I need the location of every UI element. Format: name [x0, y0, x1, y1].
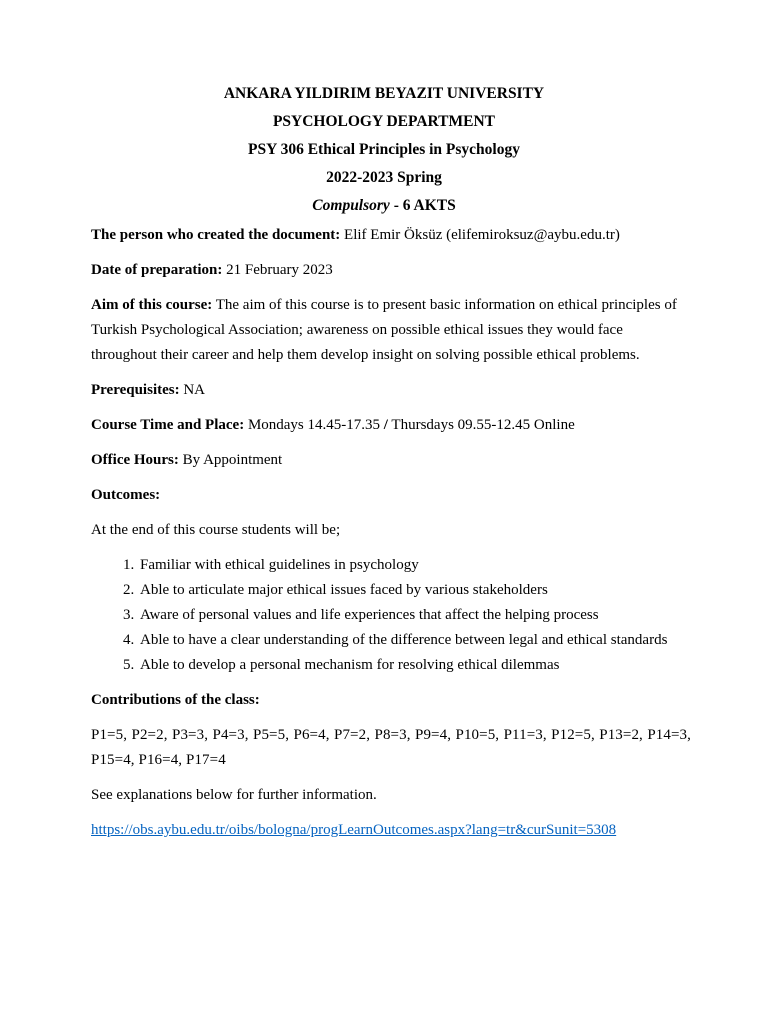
office-hours-value: By Appointment	[178, 452, 283, 468]
list-item: 1. Familiar with ethical guidelines in psychology	[138, 553, 691, 578]
outcomes-heading	[91, 483, 691, 508]
university-name: ANKARA YILDIRIM BEYAZIT UNIVERSITY	[223, 85, 545, 102]
time-place-value-b: Thursdays 09.55-12.45 Online	[387, 417, 575, 433]
see-more-note: See explanations below for further information.	[91, 787, 377, 803]
aim-value: The aim of this course is to present basic information on ethical principles of Turkish Psychological Association; awareness on possible ethical issues they would face throughout their career and help them develop insight on solving possible ethical problems.	[91, 297, 677, 363]
course-credits: - 6 AKTS	[389, 197, 456, 214]
contributions-values: P1=5, P2=2, P3=3, P4=3, P5=5, P6=4, P7=2, P8=3, P9=4, P10=5, P11=3, P12=5, P13=2, P14=3, P15=4, P16=4, P17=4	[91, 727, 691, 768]
aim-label: Aim of this course:	[91, 297, 213, 313]
prereq-value: NA	[179, 382, 206, 398]
prereq-label: Prerequisites:	[91, 382, 180, 398]
date-value: 21 February 2023	[222, 262, 333, 278]
creator-line	[91, 223, 691, 248]
list-item: 4. Able to have a clear understanding of the difference between legal and ethical standards	[138, 628, 691, 653]
outcomes-list	[91, 553, 691, 678]
outcomes-label: Outcomes:	[91, 487, 161, 503]
date-line	[91, 258, 691, 283]
document-header	[0, 84, 768, 224]
aim-paragraph	[91, 293, 691, 368]
course-title: PSY 306 Ethical Principles in Psychology	[248, 141, 520, 158]
list-item: 2. Able to articulate major ethical issues faced by various stakeholders	[138, 578, 691, 603]
office-hours-label: Office Hours:	[91, 452, 179, 468]
contributions-heading	[91, 688, 691, 713]
course-term: 2022-2023 Spring	[326, 169, 442, 186]
course-type-label: Compulsory	[312, 197, 390, 214]
time-place-separator: /	[383, 417, 388, 433]
creator-label: The person who created the document:	[91, 227, 341, 243]
reference-link[interactable]: https://obs.aybu.edu.tr/oibs/bologna/progLearnOutcomes.aspx?lang=tr&curSunit=5308	[91, 822, 617, 838]
list-item: 5. Able to develop a personal mechanism for resolving ethical dilemmas	[138, 653, 691, 678]
outcomes-intro: At the end of this course students will be;	[91, 522, 341, 538]
time-place-value-a: Mondays 14.45-17.35	[244, 417, 384, 433]
office-hours-line	[91, 448, 691, 473]
time-place-label: Course Time and Place:	[91, 417, 245, 433]
course-type	[0, 196, 768, 224]
reference-link-line	[91, 818, 691, 843]
contributions-label: Contributions of the class:	[91, 692, 260, 708]
date-label: Date of preparation:	[91, 262, 223, 278]
creator-value: Elif Emir Öksüz (elifemiroksuz@aybu.edu.tr)	[340, 227, 620, 243]
list-item: 3. Aware of personal values and life experiences that affect the helping process	[138, 603, 691, 628]
document-body	[91, 223, 691, 853]
prereq-line	[91, 378, 691, 403]
time-place-line	[91, 413, 691, 438]
department-name: PSYCHOLOGY DEPARTMENT	[272, 113, 496, 130]
